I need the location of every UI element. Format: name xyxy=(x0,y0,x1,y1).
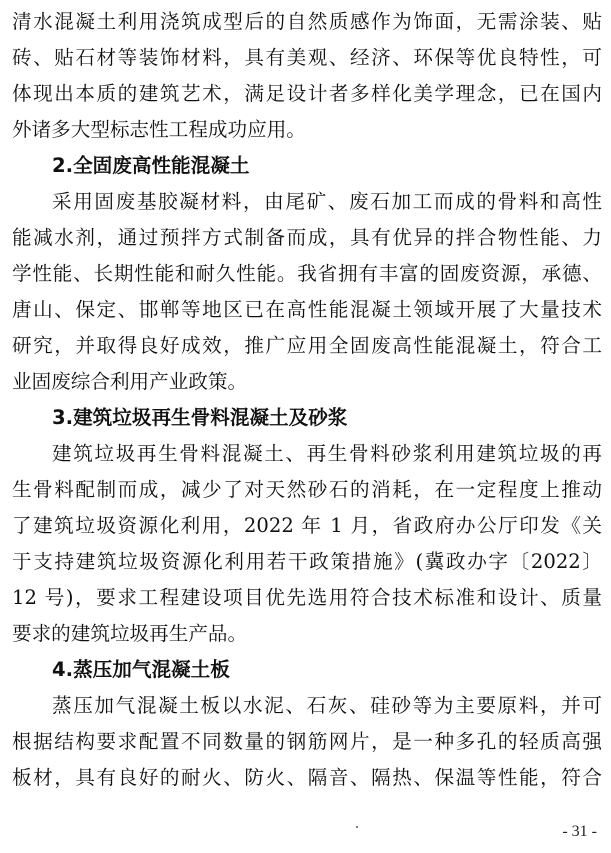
text-line: 体现出本质的建筑艺术，满足设计者多样化美学理念，已在国内 xyxy=(12,82,602,105)
page-number: - 31 - xyxy=(562,823,597,840)
paragraph-solid-waste-concrete xyxy=(12,184,602,400)
text-line: 清水混凝土利用浇筑成型后的自然质感作为饰面，无需涂装、贴 xyxy=(12,10,602,33)
text-line: 板材，具有良好的耐火、防火、隔音、隔热、保温等性能，符合 xyxy=(12,766,602,789)
paragraph-recycled-aggregate xyxy=(12,436,602,652)
text-line: 唐山、保定、邯郸等地区已在高性能混凝土领域开展了大量技术 xyxy=(12,298,602,321)
text-line: 生骨料配制而成，减少了对天然砂石的消耗，在一定程度上推动 xyxy=(12,478,602,501)
text-line: 建筑垃圾再生骨料混凝土、再生骨料砂浆利用建筑垃圾的再 xyxy=(52,442,602,465)
text-line: 学性能、长期性能和耐久性能。我省拥有丰富的固废资源，承德、 xyxy=(12,262,602,285)
text-line: 要求的建筑垃圾再生产品。 xyxy=(12,622,248,645)
text-line: 采用固废基胶凝材料，由尾矿、废石加工而成的骨料和高性 xyxy=(52,190,602,213)
scan-speck xyxy=(356,826,358,828)
paragraph-aerated-concrete-panel xyxy=(12,688,602,796)
section-heading-4: 4.蒸压加气混凝土板 xyxy=(52,658,230,681)
paragraph-fair-faced-concrete xyxy=(12,4,602,148)
text-line: 根据结构要求配置不同数量的钢筋网片，是一种多孔的轻质高强 xyxy=(12,730,602,753)
text-line: 外诸多大型标志性工程成功应用。 xyxy=(12,118,306,141)
text-line: 12 号)，要求工程建设项目优先选用符合技术标准和设计、质量 xyxy=(12,586,602,609)
text-line: 业固废综合利用产业政策。 xyxy=(12,370,248,393)
text-line: 能减水剂，通过预拌方式制备而成，具有优异的拌合物性能、力 xyxy=(12,226,602,249)
body-text xyxy=(12,4,602,796)
text-line: 蒸压加气混凝土板以水泥、石灰、硅砂等为主要原料，并可 xyxy=(52,694,602,717)
text-line: 于支持建筑垃圾资源化利用若干政策措施》(冀政办字〔2022〕 xyxy=(12,550,602,573)
section-heading-3: 3.建筑垃圾再生骨料混凝土及砂浆 xyxy=(52,406,348,429)
text-line: 砖、贴石材等装饰材料，具有美观、经济、环保等优良特性，可 xyxy=(12,46,602,69)
text-line: 研究，并取得良好成效，推广应用全固废高性能混凝土，符合工 xyxy=(12,334,602,357)
section-heading-2: 2.全固废高性能混凝土 xyxy=(52,154,250,177)
text-line: 了建筑垃圾资源化利用，2022 年 1 月，省政府办公厅印发《关 xyxy=(12,514,602,537)
